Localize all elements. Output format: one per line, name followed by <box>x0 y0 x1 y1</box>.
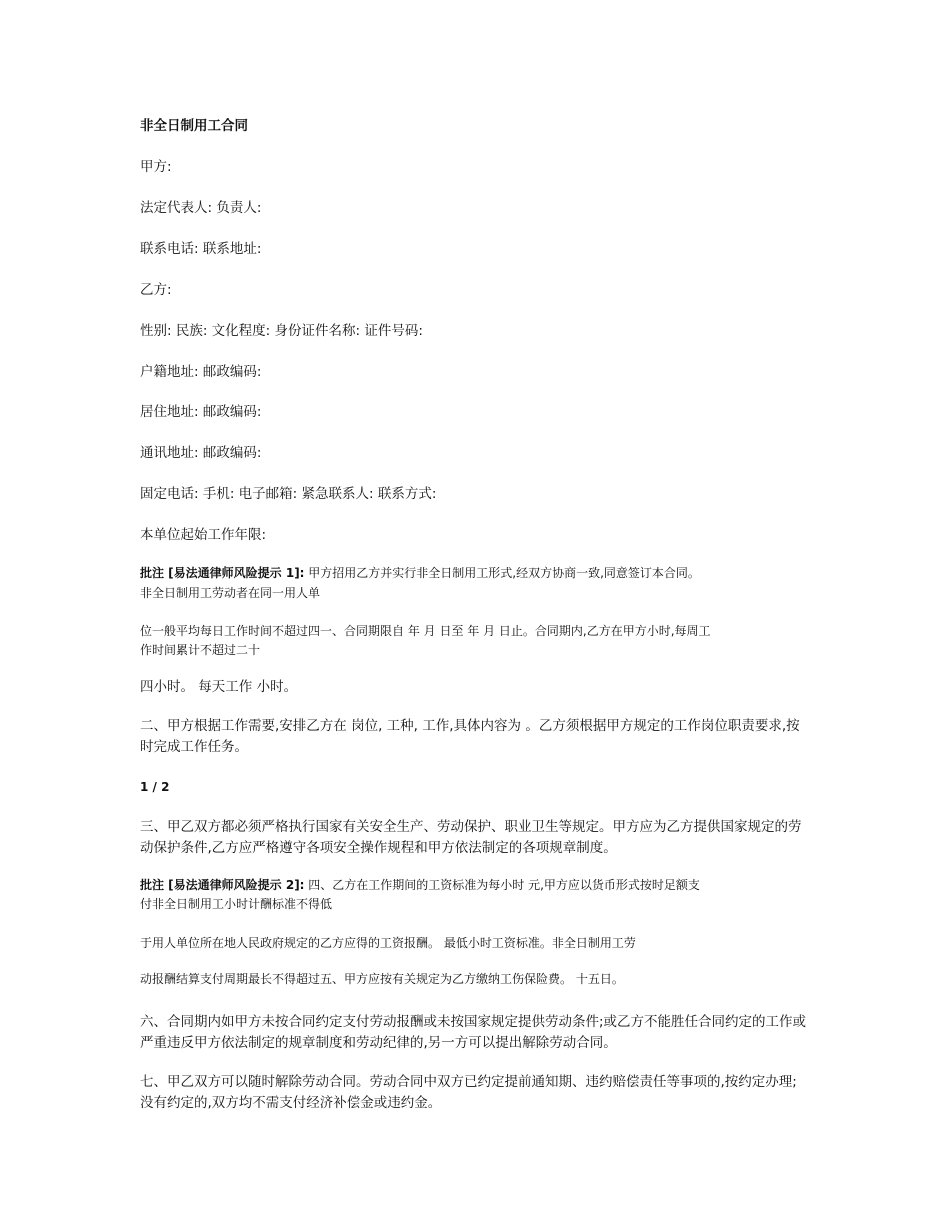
document-title: 非全日制用工合同 <box>140 118 248 134</box>
annotation-2-line2: 付非全日制用工小时计酬标准不得低 <box>140 897 333 911</box>
annotation-2-text: 四、乙方在工作期间的工资标准为每小时 元,甲方应以货币形式按时足额支 <box>304 878 700 892</box>
page-number: 1 / 2 <box>140 780 170 794</box>
annotation-1-label: 批注 [易法通律师风险提示 1]: <box>140 566 305 580</box>
clause-1-line2: 作时间累计不超过二十 <box>140 643 261 657</box>
legal-rep-line: 法定代表人: 负责人: <box>140 200 262 216</box>
clause-2: 二、甲方根据工作需要,安排乙方在 岗位, 工种, 工作,具体内容为 。乙方须根据甲方规定的工作岗位职责要求,按时完成工作任务。 <box>140 718 800 755</box>
clause-4-line2: 动报酬结算支付周期最长不得超过五、甲方应按有关规定为乙方缴纳工伤保险费。 十五日。 <box>140 972 624 986</box>
annotation-2-label: 批注 [易法通律师风险提示 2]: <box>140 878 305 892</box>
start-year-line: 本单位起始工作年限: <box>140 527 267 543</box>
clause-1-line1: 位一般平均每日工作时间不超过四一、合同期限自 年 月 日至 年 月 日止。合同期内,乙方在甲方小时,每周工 <box>140 624 711 638</box>
clause-4-line1: 于用人单位所在地人民政府规定的乙方应得的工资报酬。 最低小时工资标准。非全日制用工劳 <box>140 936 636 950</box>
residence-address-line: 居住地址: 邮政编码: <box>140 404 262 420</box>
mailing-address-line: 通讯地址: 邮政编码: <box>140 445 262 461</box>
party-a-line: 甲方: <box>140 159 172 175</box>
annotation-1-text: 甲方招用乙方并实行非全日制用工形式,经双方协商一致,同意签订本合同。 <box>304 566 700 580</box>
annotation-2 <box>140 876 810 895</box>
party-b-line: 乙方: <box>140 282 172 298</box>
clause-1-line3: 四小时。 每天工作 小时。 <box>140 679 298 695</box>
clause-3: 三、甲乙双方都必须严格执行国家有关安全生产、劳动保护、职业卫生等规定。甲方应为乙方提供国家规定的劳动保护条件,乙方应严格遵守各项安全操作规程和甲方依法制定的各项规章制度。 <box>140 819 802 856</box>
annotation-1 <box>140 564 810 583</box>
contact-line: 联系电话: 联系地址: <box>140 241 262 257</box>
clause-6: 六、合同期内如甲方未按合同约定支付劳动报酬或未按国家规定提供劳动条件;或乙方不能胜任合同约定的工作或严重违反甲方依法制定的规章制度和劳动纪律的,另一方可以提出解除劳动合同。 <box>140 1014 807 1051</box>
personal-info-line: 性别: 民族: 文化程度: 身份证件名称: 证件号码: <box>140 323 423 339</box>
phones-line: 固定电话: 手机: 电子邮箱: 紧急联系人: 联系方式: <box>140 486 437 502</box>
clause-7: 七、甲乙双方可以随时解除劳动合同。劳动合同中双方已约定提前通知期、违约赔偿责任等事项的,按约定办理;没有约定的,双方均不需支付经济补偿金或违约金。 <box>140 1074 797 1111</box>
household-address-line: 户籍地址: 邮政编码: <box>140 364 262 380</box>
annotation-1-line2: 非全日制用工劳动者在同一用人单 <box>140 586 321 600</box>
